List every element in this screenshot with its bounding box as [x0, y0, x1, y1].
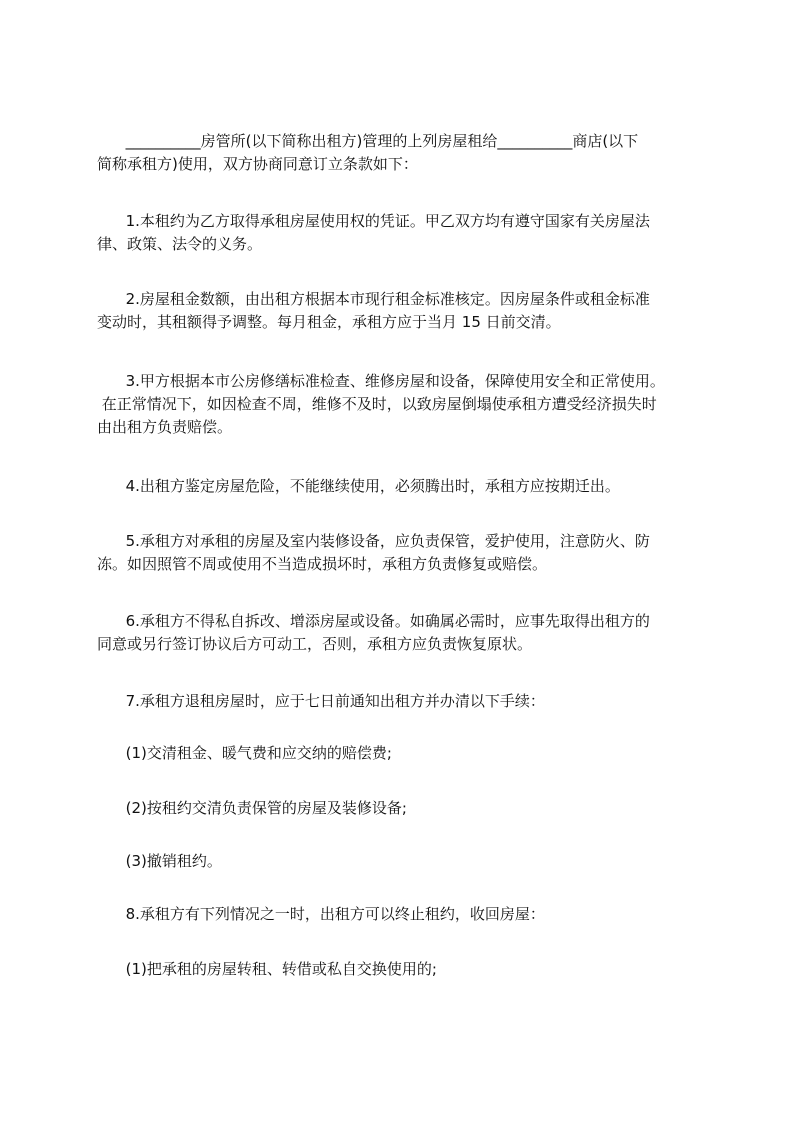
paragraph-preamble — [97, 130, 717, 176]
text-line: (2)按租约交清负责保管的房屋及装修设备; — [97, 799, 407, 817]
paragraph-clause-3 — [97, 370, 717, 439]
paragraph-clause-5 — [97, 530, 717, 576]
paragraph-clause-7 — [97, 690, 717, 713]
text-line: 2.房屋租金数额，由出租方根据本市现行租金标准核定。因房屋条件或租金标准 — [97, 290, 650, 308]
text-line: 简称承租方)使用，双方协商同意订立条款如下： — [97, 155, 418, 173]
text-line: 8.承租方有下列情况之一时，出租方可以终止租约，收回房屋： — [97, 905, 545, 923]
text-line: (1)把承租的房屋转租、转借或私自交换使用的; — [97, 960, 437, 978]
text-line: 7.承租方退租房屋时，应于七日前通知出租方并办清以下手续： — [97, 692, 545, 710]
paragraph-clause-4 — [97, 475, 717, 498]
text-line: 冻。如因照管不周或使用不当造成损坏时，承租方负责修复或赔偿。 — [97, 555, 548, 573]
paragraph-clause-2 — [97, 288, 717, 334]
text-line: 4.出租方鉴定房屋危险，不能继续使用，必须腾出时，承租方应按期迁出。 — [97, 477, 620, 495]
text-line: 在正常情况下，如因检查不周，维修不及时，以致房屋倒塌使承租方遭受经济损失时 — [97, 395, 657, 413]
paragraph-clause-6 — [97, 610, 717, 656]
text-line: 变动时，其租额得予调整。每月租金，承租方应于当月 15 日前交清。 — [97, 313, 561, 331]
paragraph-item-7-1 — [97, 742, 717, 765]
text-line: (1)交清租金、暖气费和应交纳的赔偿费; — [97, 744, 392, 762]
text-line: 由出租方负责赔偿。 — [97, 418, 233, 436]
paragraph-clause-1 — [97, 210, 717, 256]
paragraph-item-7-3 — [97, 850, 717, 873]
text-line: 1.本租约为乙方取得承租房屋使用权的凭证。甲乙双方均有遵守国家有关房屋法 — [97, 212, 650, 230]
text-line: 5.承租方对承租的房屋及室内装修设备，应负责保管，爱护使用，注意防火、防 — [97, 532, 650, 550]
paragraph-item-7-2 — [97, 797, 717, 820]
text-line: 3.甲方根据本市公房修缮标准检查、维修房屋和设备，保障使用安全和正常使用。 — [97, 372, 665, 390]
text-line: (3)撤销租约。 — [97, 852, 222, 870]
text-line: 同意或另行签订协议后方可动工，否则，承租方应负责恢复原状。 — [97, 635, 533, 653]
text-line: 6.承租方不得私自拆改、增添房屋或设备。如确属必需时，应事先取得出租方的 — [97, 612, 650, 630]
paragraph-clause-8 — [97, 903, 717, 926]
text-line: 律、政策、法令的义务。 — [97, 235, 263, 253]
text-line: __________房管所(以下简称出租方)管理的上列房屋租给__________商店(以下 — [97, 132, 639, 150]
paragraph-item-8-1 — [97, 958, 717, 981]
